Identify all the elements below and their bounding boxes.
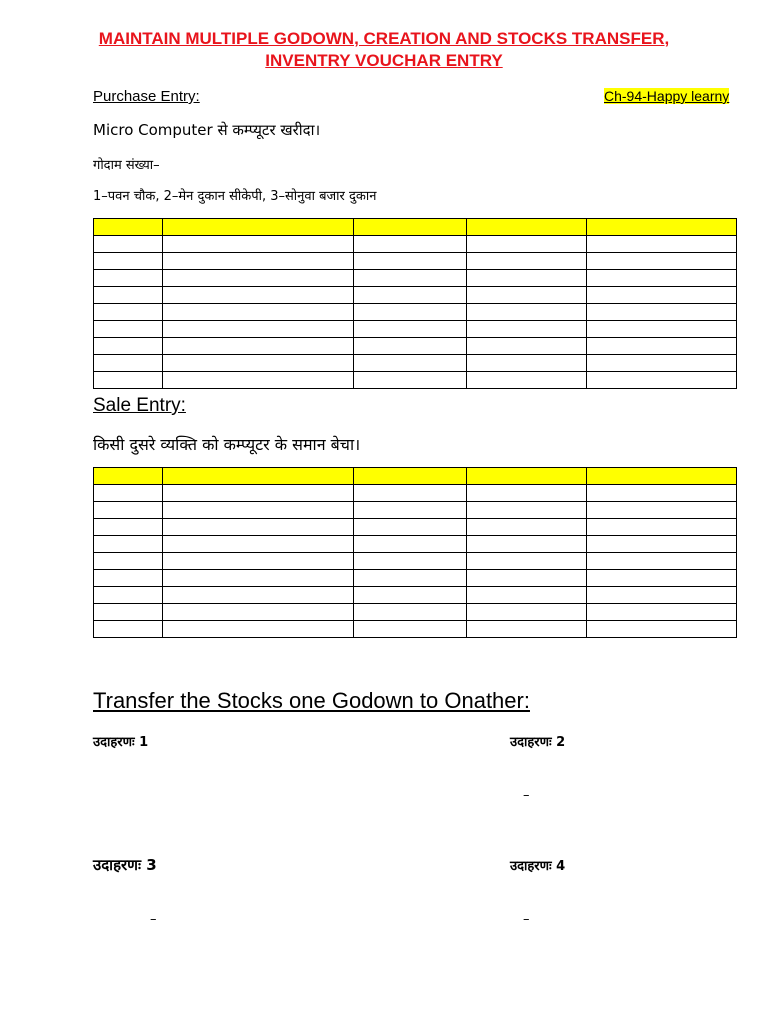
purchase-table-cell (586, 236, 736, 253)
purchase-table-cell (466, 355, 586, 372)
purchase-table-cell (466, 236, 586, 253)
sale-table-cell (354, 587, 466, 604)
purchase-table-cell (163, 236, 354, 253)
purchase-table-cell (94, 338, 163, 355)
purchase-table-cell (163, 372, 354, 389)
sale-table-cell (163, 604, 354, 621)
purchase-table-cell (354, 270, 466, 287)
purchase-table-cell (354, 372, 466, 389)
sale-table-cell (163, 519, 354, 536)
purchase-table-cell (163, 270, 354, 287)
purchase-table-cell (163, 287, 354, 304)
sale-table-cell (586, 519, 736, 536)
sale-table-cell (466, 536, 586, 553)
example-4-label: उदाहरणः 4 (510, 859, 566, 874)
purchase-table-row (94, 372, 737, 389)
sale-table-cell (466, 485, 586, 502)
sale-table-cell (354, 536, 466, 553)
sale-table-cell (94, 502, 163, 519)
doc-title-line1: MAINTAIN MULTIPLE GODOWN, CREATION AND STOCKS TRANSFER, (98, 29, 670, 48)
purchase-table-cell (466, 287, 586, 304)
purchase-table-cell (586, 338, 736, 355)
purchase-table-cell (354, 236, 466, 253)
purchase-table-row (94, 304, 737, 321)
sale-table-row (94, 553, 737, 570)
purchase-table-cell (466, 304, 586, 321)
purchase-table (93, 218, 737, 389)
sale-table-header-row (94, 468, 737, 485)
purchase-table-cell (163, 253, 354, 270)
purchase-table-row (94, 321, 737, 338)
purchase-table-cell (94, 287, 163, 304)
purchase-table-cell (466, 338, 586, 355)
purchase-table-cell (94, 355, 163, 372)
purchase-table-cell (466, 219, 586, 236)
chapter-tag: Ch-94-Happy learny (604, 88, 730, 104)
godown-list: 1–पवन चौक, 2–मेन दुकान सीकेपी, 3–सोनुवा बजार दुकान (93, 189, 377, 204)
sale-table-cell (94, 468, 163, 485)
purchase-table-cell (466, 253, 586, 270)
sale-table-cell (354, 553, 466, 570)
purchase-entry-label: Purchase Entry: (93, 88, 200, 105)
purchase-table-cell (163, 304, 354, 321)
sale-table-cell (163, 621, 354, 638)
example-2-label: उदाहरणः 2 (510, 735, 566, 750)
purchase-table-cell (354, 253, 466, 270)
purchase-table-cell (354, 304, 466, 321)
purchase-description: Micro Computer से कम्प्यूटर खरीदा। (93, 121, 321, 139)
sale-table-row (94, 621, 737, 638)
purchase-table-row (94, 270, 737, 287)
sale-table-cell (94, 604, 163, 621)
sale-table-cell (354, 502, 466, 519)
sale-table-cell (163, 485, 354, 502)
sale-table-cell (94, 519, 163, 536)
sale-table-cell (586, 604, 736, 621)
purchase-table-cell (163, 321, 354, 338)
sale-table-row (94, 587, 737, 604)
sale-table-row (94, 485, 737, 502)
sale-description: किसी दुसरे व्यक्ति को कम्प्यूटर के समान बेचा। (93, 435, 361, 454)
example-1-label: उदाहरणः 1 (93, 735, 149, 750)
sale-table-cell (586, 570, 736, 587)
sale-table-cell (94, 485, 163, 502)
purchase-table-row (94, 338, 737, 355)
purchase-table-cell (586, 321, 736, 338)
purchase-table-cell (163, 219, 354, 236)
sale-table-cell (466, 502, 586, 519)
sale-table-cell (466, 468, 586, 485)
purchase-table-cell (586, 270, 736, 287)
doc-title-line2: INVENTRY VOUCHAR ENTRY (265, 51, 503, 70)
sale-table-cell (466, 621, 586, 638)
purchase-table-cell (354, 219, 466, 236)
sale-entry-label: Sale Entry: (93, 395, 186, 416)
sale-table-cell (586, 536, 736, 553)
purchase-table-cell (94, 236, 163, 253)
sale-table-cell (163, 536, 354, 553)
purchase-table-cell (163, 338, 354, 355)
sale-table-cell (466, 570, 586, 587)
example-3-dash: – (150, 912, 157, 927)
example-3-label: उदाहरणः 3 (93, 856, 157, 874)
purchase-table-cell (586, 219, 736, 236)
sale-table (93, 467, 737, 638)
purchase-table-cell (466, 372, 586, 389)
sale-table-cell (586, 587, 736, 604)
sale-table-cell (586, 485, 736, 502)
transfer-heading: Transfer the Stocks one Godown to Onather: (93, 688, 530, 713)
example-2-dash: – (523, 788, 530, 803)
sale-table-cell (354, 570, 466, 587)
sale-table-cell (94, 553, 163, 570)
purchase-table-cell (354, 287, 466, 304)
sale-table-cell (354, 468, 466, 485)
purchase-table-cell (163, 355, 354, 372)
purchase-table-cell (354, 338, 466, 355)
sale-table-row (94, 519, 737, 536)
sale-table-cell (466, 587, 586, 604)
sale-table-cell (466, 553, 586, 570)
purchase-table-row (94, 287, 737, 304)
sale-table-cell (94, 570, 163, 587)
sale-table-cell (94, 587, 163, 604)
sale-table-cell (586, 502, 736, 519)
sale-table-cell (466, 519, 586, 536)
purchase-table-cell (94, 270, 163, 287)
purchase-table-cell (586, 372, 736, 389)
sale-table-row (94, 604, 737, 621)
sale-table-cell (163, 502, 354, 519)
purchase-table-cell (94, 253, 163, 270)
purchase-table-row (94, 236, 737, 253)
sale-table-cell (354, 604, 466, 621)
purchase-table-cell (586, 304, 736, 321)
sale-table-cell (354, 519, 466, 536)
purchase-table-cell (466, 270, 586, 287)
sale-table-cell (586, 468, 736, 485)
purchase-table-cell (354, 321, 466, 338)
godown-label: गोदाम संख्या– (93, 158, 160, 173)
sale-table-cell (354, 621, 466, 638)
purchase-table-cell (94, 304, 163, 321)
purchase-table-cell (354, 355, 466, 372)
purchase-table-header-row (94, 219, 737, 236)
purchase-table-row (94, 253, 737, 270)
purchase-table-cell (94, 219, 163, 236)
purchase-table-cell (466, 321, 586, 338)
sale-table-cell (94, 536, 163, 553)
purchase-table-cell (586, 287, 736, 304)
sale-table-cell (163, 570, 354, 587)
sale-table-cell (466, 604, 586, 621)
sale-table-cell (586, 621, 736, 638)
purchase-table-row (94, 355, 737, 372)
sale-table-cell (354, 485, 466, 502)
sale-table-cell (163, 468, 354, 485)
purchase-table-cell (586, 253, 736, 270)
sale-table-row (94, 570, 737, 587)
purchase-table-cell (94, 321, 163, 338)
purchase-table-cell (94, 372, 163, 389)
sale-table-cell (163, 553, 354, 570)
sale-table-cell (94, 621, 163, 638)
example-4-dash: – (523, 912, 530, 927)
sale-table-cell (163, 587, 354, 604)
sale-table-row (94, 536, 737, 553)
purchase-table-cell (586, 355, 736, 372)
sale-table-row (94, 502, 737, 519)
sale-table-cell (586, 553, 736, 570)
